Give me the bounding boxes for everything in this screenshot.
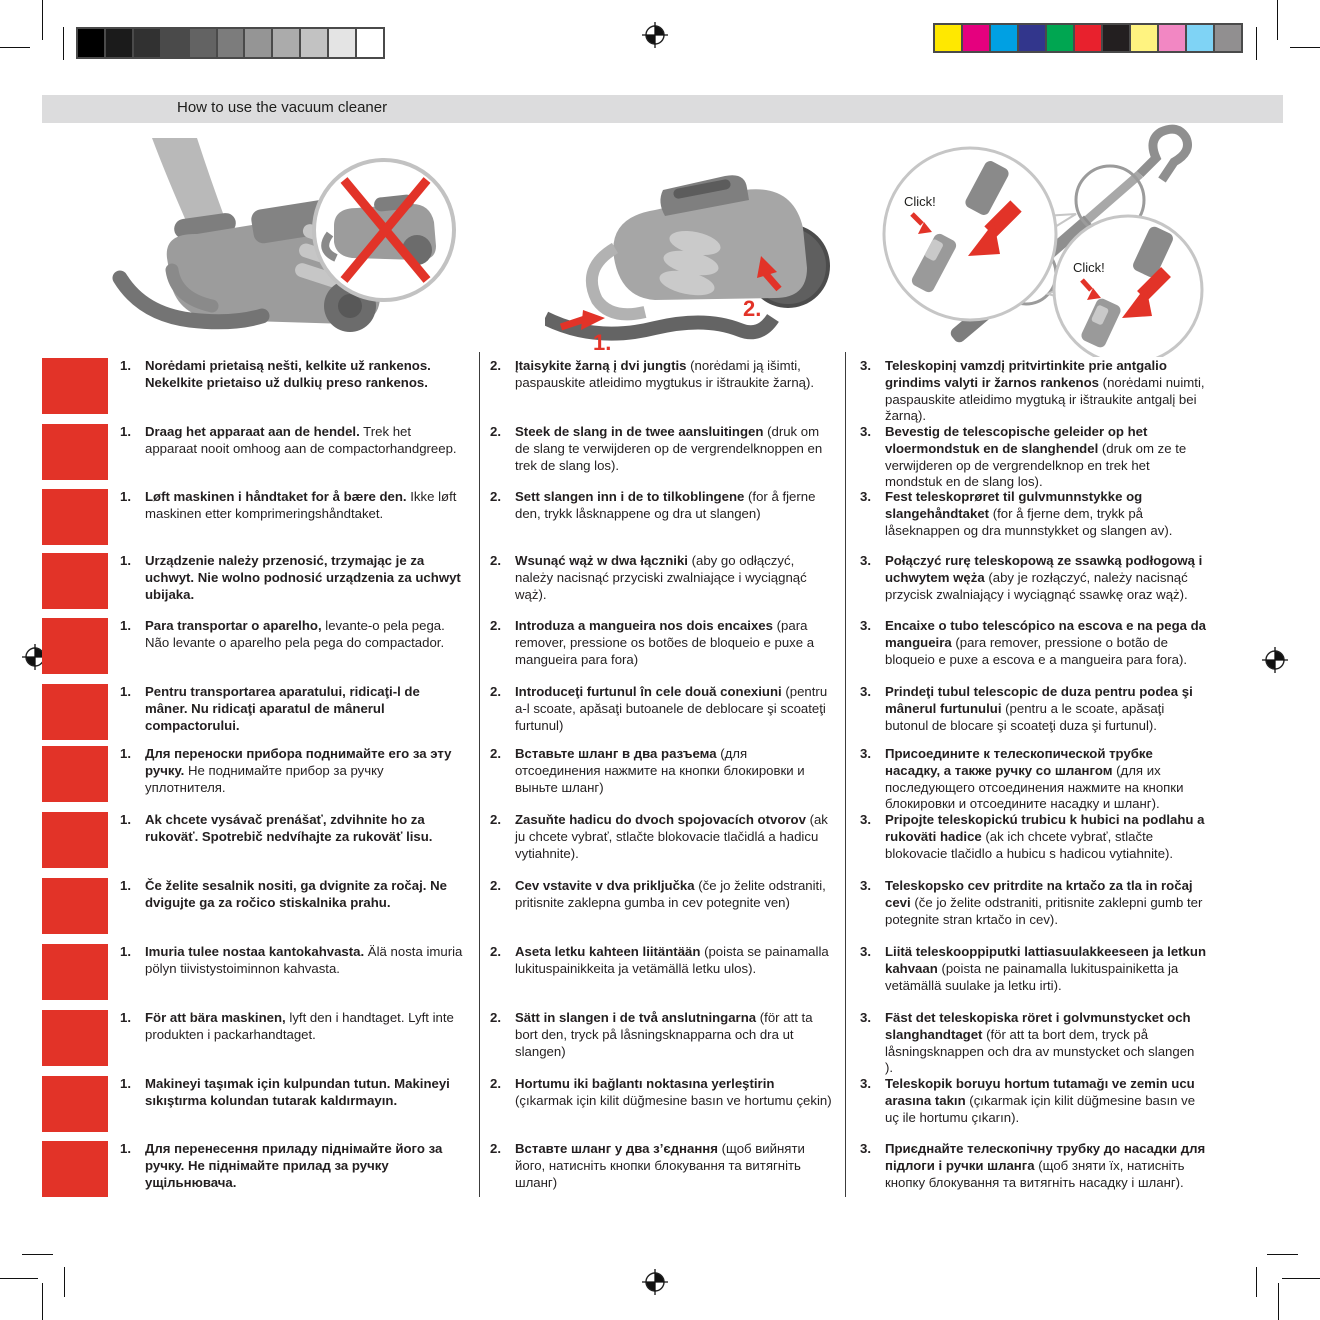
column-divider — [845, 352, 846, 1197]
item-text — [515, 618, 832, 668]
instruction-column-carry — [120, 0, 464, 1320]
language-marker — [42, 489, 108, 545]
item-number: 1. — [120, 1010, 131, 1025]
item-text-rest: (druk om de slang te verwijderen op de vergrendelknoppen en trek de slang los). — [515, 424, 823, 473]
item-text-rest: levante-o pela pega. Não levante o aparelho pela pega do compactador. — [145, 618, 445, 650]
item-text — [515, 1010, 832, 1060]
instruction-item — [860, 944, 1206, 994]
item-number: 3. — [860, 878, 871, 893]
item-text — [145, 746, 464, 796]
item-text-bold: Wsunąć wąż w dwa łączniki — [515, 553, 688, 568]
item-text-bold: Introduza a mangueira nos dois encaixes — [515, 618, 773, 633]
item-text — [885, 746, 1206, 813]
item-number: 3. — [860, 489, 871, 504]
instruction-item — [120, 489, 464, 523]
column-divider — [479, 352, 480, 1197]
item-number: 2. — [490, 1141, 501, 1156]
item-number: 3. — [860, 424, 871, 439]
figure-label-2: 2. — [743, 296, 762, 321]
item-text — [145, 553, 464, 603]
instruction-item — [490, 746, 832, 796]
instruction-item — [120, 684, 464, 734]
instruction-item — [860, 618, 1206, 668]
item-number: 3. — [860, 1076, 871, 1091]
item-text — [145, 489, 464, 523]
item-text-bold: Fest teleskoprøret til gulvmunnstykke og slangehåndtaket — [885, 489, 1143, 521]
instruction-item — [860, 489, 1206, 539]
item-text — [885, 1141, 1206, 1191]
language-marker — [42, 684, 108, 740]
instruction-item — [860, 1076, 1206, 1126]
item-text-rest: (pentru a-l scoate, apăsaţi butoanele de deblocare şi scoateţi furtunul) — [515, 684, 828, 733]
instruction-item — [860, 878, 1206, 928]
item-number: 1. — [120, 878, 131, 893]
item-text — [515, 489, 832, 523]
language-marker — [42, 618, 108, 674]
item-text — [145, 1076, 464, 1110]
item-text — [515, 553, 832, 603]
item-text-bold: Prindeţi tubul telescopic de duza pentru podea şi mânerul furtunului — [885, 684, 1193, 716]
item-text-rest: (çıkarmak için kilit düğmesine basın ve uç ile hortumu çıkarın). — [885, 1092, 1196, 1125]
instruction-item — [120, 812, 464, 846]
crop-mark — [1290, 47, 1320, 48]
item-text-bold: Fäst det teleskopiska röret i golvmunstycket och slanghandtaget — [885, 1010, 1191, 1042]
instruction-item — [490, 944, 832, 978]
item-text-bold: Teleskopik boruyu hortum tutamağı ve zemin ucu arasına takın — [885, 1076, 1195, 1108]
item-text — [145, 618, 464, 652]
instruction-item — [490, 1141, 832, 1191]
item-text — [885, 812, 1206, 862]
instruction-item — [860, 358, 1206, 425]
item-number: 2. — [490, 489, 501, 504]
item-text-bold: Imuria tulee nostaa kantokahvasta. — [145, 944, 365, 959]
item-text — [145, 1010, 464, 1044]
item-text — [885, 553, 1206, 603]
item-text-rest: Trek het apparaat nooit omhoog aan de compactorhandgreep. — [145, 424, 457, 456]
crop-mark — [1277, 0, 1278, 40]
click-label-2: Click! — [1073, 260, 1105, 275]
instruction-item — [120, 1141, 464, 1191]
item-text — [515, 746, 832, 796]
item-text — [515, 358, 832, 392]
language-marker — [42, 1141, 108, 1197]
item-text-rest: (če jo želite odstraniti, pritisnite zaklepni gumb ter potegnite stran krtačo in cev). — [885, 894, 1203, 927]
crop-mark — [1278, 1283, 1279, 1320]
item-text — [145, 878, 464, 912]
item-text-bold: Draag het apparaat aan de hendel. — [145, 424, 360, 439]
item-text — [515, 684, 832, 734]
item-text — [885, 1010, 1206, 1077]
instruction-item — [120, 1010, 464, 1044]
item-text — [885, 878, 1206, 928]
item-text — [515, 812, 832, 862]
item-text — [885, 424, 1206, 491]
item-text — [145, 944, 464, 978]
item-number: 2. — [490, 746, 501, 761]
item-text-bold: Encaixe o tubo telescópico na escova e na pega da mangueira — [885, 618, 1207, 650]
calibration-swatch — [1215, 25, 1241, 51]
item-text-bold: Urządzenie należy przenosić, trzymając je za uchwyt. Nie wolno podnosić urządzenia za uchwyt ubijaka. — [145, 553, 461, 602]
registration-mark — [1262, 647, 1288, 673]
instruction-item — [490, 878, 832, 912]
item-text-bold: Pentru transportarea aparatului, ridicaţi-l de mâner. Nu ridicaţi aparatul de mânerul compactorului. — [145, 684, 420, 733]
item-text-bold: Løft maskinen i håndtaket for å bære den. — [145, 489, 407, 504]
item-text-rest: (щоб вийняти його, натисніть кнопки блокування та витягніть шланг) — [515, 1141, 805, 1190]
instruction-column-tube — [860, 0, 1206, 1320]
calibration-swatch — [78, 29, 106, 57]
item-text-bold: Če želite sesalnik nositi, ga dvignite za ročaj. Ne dvigujte ga za ročico stiskalnika prahu. — [145, 878, 447, 910]
instruction-item — [490, 1010, 832, 1060]
item-text-bold: Вставте шланг у два з’єднання — [515, 1141, 718, 1156]
item-number: 2. — [490, 1010, 501, 1025]
instruction-item — [120, 944, 464, 978]
item-text — [145, 1141, 464, 1191]
item-text-bold: Sätt in slangen i de två anslutningarna — [515, 1010, 757, 1025]
instruction-item — [490, 812, 832, 862]
language-marker — [42, 1076, 108, 1132]
item-text — [885, 489, 1206, 539]
item-number: 3. — [860, 1010, 871, 1025]
click-label-1: Click! — [904, 194, 936, 209]
instruction-item — [860, 684, 1206, 734]
item-text — [885, 1076, 1206, 1126]
item-text-bold: Ak chcete vysávač prenášať, zdvihnite ho za rukoväť. Spotrebič nedvíhajte za rukoväť lisu. — [145, 812, 433, 844]
item-number: 3. — [860, 812, 871, 827]
crop-mark — [0, 1278, 38, 1279]
item-text-rest: (če jo želite odstraniti, pritisnite zaklepna gumba in cev potegnite ven) — [515, 878, 826, 910]
item-text-rest: (para remover, pressione os botões de bloqueio e puxe a mangueira para fora) — [515, 618, 815, 667]
item-text-bold: Introduceţi furtunul în cele două conexiuni — [515, 684, 782, 699]
language-marker — [42, 553, 108, 609]
item-text-bold: Приєднайте телескопічну трубку до насадки для підлоги і ручки шланга — [885, 1141, 1206, 1173]
item-text-bold: Para transportar o aparelho, — [145, 618, 322, 633]
item-text-rest: Älä nosta imuria pölyn tiivistystoiminnon kahvasta. — [145, 944, 463, 976]
crop-mark — [22, 1254, 53, 1255]
item-number: 3. — [860, 358, 871, 373]
instruction-item — [120, 618, 464, 652]
item-number: 1. — [120, 553, 131, 568]
item-number: 1. — [120, 1076, 131, 1091]
item-number: 1. — [120, 1141, 131, 1156]
item-number: 3. — [860, 746, 871, 761]
item-text-rest: lyft den i handtaget. Lyft inte produkten i packarhandtaget. — [145, 1010, 454, 1042]
item-number: 2. — [490, 684, 501, 699]
item-text-rest: (çıkarmak için kilit düğmesine basın ve hortumu çekin) — [515, 1092, 832, 1108]
instruction-item — [860, 1141, 1206, 1191]
item-text-rest: (ak ju chcete vybrať, stlačte blokovacie tlačidlá a hadicu vytiahnite). — [515, 812, 828, 861]
item-text-bold: För att bära maskinen, — [145, 1010, 286, 1025]
item-number: 3. — [860, 684, 871, 699]
crop-mark — [42, 1283, 43, 1320]
crop-mark — [63, 27, 64, 60]
item-text-bold: Для переноски прибора поднимайте его за эту ручку. — [145, 746, 452, 778]
item-number: 1. — [120, 944, 131, 959]
item-text-bold: Hortumu iki bağlantı noktasına yerleştirin — [515, 1076, 775, 1091]
item-text-rest: (aby je rozłączyć, należy nacisnąć przycisk zwalniający i wyciągnąć ssawkę oraz wąż). — [885, 569, 1188, 602]
item-text-bold: Bevestig de telescopische geleider op het vloermondstuk en de slanghendel — [885, 424, 1148, 456]
item-number: 1. — [120, 746, 131, 761]
item-text — [885, 358, 1206, 425]
item-number: 1. — [120, 489, 131, 504]
item-text-bold: Liitä teleskooppiputki lattiasuulakkeeseen ja letkun kahvaan — [885, 944, 1206, 976]
crop-mark — [1256, 1267, 1257, 1297]
item-text-rest: (ak ich chcete vybrať, stlačte blokovacie tlačidlo a hubicu s hadicou vytiahnite). — [885, 828, 1174, 861]
item-number: 2. — [490, 1076, 501, 1091]
language-marker — [42, 358, 108, 414]
item-text-rest: (för att ta bort dem, tryck på låsningsknappen och dra av munstycket och slangen ). — [885, 1026, 1195, 1076]
language-marker — [42, 944, 108, 1000]
language-marker — [42, 878, 108, 934]
instruction-column-hose — [490, 0, 832, 1320]
item-text — [515, 878, 832, 912]
item-text-bold: Cev vstavite v dva priključka — [515, 878, 695, 893]
item-text-rest: (druk om ze te verwijderen op de vergrendelknop en trek het mondstuk en de slang los). — [885, 440, 1187, 490]
item-number: 2. — [490, 553, 501, 568]
crop-mark — [1267, 1254, 1298, 1255]
item-text-rest: (para remover, pressione o botão de bloqueio e puxe a escova e a mangueira para fora). — [885, 634, 1188, 667]
page-title: How to use the vacuum cleaner — [177, 99, 388, 116]
item-text-rest: (aby go odłączyć, należy nacisnąć przyciski zwalniające i wyciągnąć wąż). — [515, 553, 807, 602]
item-number: 1. — [120, 618, 131, 633]
item-text-rest: (для их последующего отсоединения нажмите на кнопки блокировки и отсоедините насадку и шланг). — [885, 762, 1184, 812]
item-text — [145, 812, 464, 846]
item-text-bold: Norėdami prietaisą nešti, kelkite už rankenos. Nekelkite prietaiso už dulkių preso rankenos. — [145, 358, 431, 390]
crop-mark — [42, 0, 43, 40]
item-text-bold: Aseta letku kahteen liitäntään — [515, 944, 701, 959]
item-text-bold: Вставьте шланг в два разъема — [515, 746, 717, 761]
item-text-bold: Połączyć rurę teleskopową ze ssawką podłogową i uchwytem węża — [885, 553, 1203, 585]
item-number: 3. — [860, 618, 871, 633]
item-number: 2. — [490, 358, 501, 373]
item-text-rest: Ikke løft maskinen etter komprimeringshåndtaket. — [145, 489, 457, 521]
item-text-rest: (pentru a le scoate, apăsaţi butonul de blocare şi scoateţi duza şi furtunul). — [885, 700, 1165, 733]
language-marker — [42, 424, 108, 480]
item-number: 1. — [120, 812, 131, 827]
item-text — [515, 944, 832, 978]
item-text-rest: (for å fjerne den, trykk låsknappene og dra ut slangen) — [515, 489, 816, 521]
instruction-item — [490, 684, 832, 734]
instruction-item — [490, 424, 832, 474]
crop-mark — [1256, 27, 1257, 60]
instruction-item — [120, 424, 464, 458]
item-text-bold: Zasuňte hadicu do dvoch spojovacích otvorov — [515, 812, 806, 827]
item-text-rest: (щоб зняти їх, натисніть кнопку блокування та витягніть насадку і шланг). — [885, 1157, 1185, 1190]
item-text — [515, 1076, 832, 1110]
instruction-item — [120, 553, 464, 603]
item-text-rest: (norėdami ją išimti, paspauskite atleidimo mygtukus ir ištraukite žarną). — [515, 358, 815, 390]
item-number: 3. — [860, 553, 871, 568]
item-text-rest: (poista ne painamalla lukituspainiketta ja vetämällä suulake ja letku irti). — [885, 960, 1179, 993]
item-text — [885, 684, 1206, 734]
item-text-bold: Įtaisykite žarną į dvi jungtis — [515, 358, 687, 373]
instruction-item — [860, 553, 1206, 603]
instruction-item — [860, 812, 1206, 862]
item-text — [885, 944, 1206, 994]
item-number: 2. — [490, 944, 501, 959]
item-text — [515, 1141, 832, 1191]
item-text-rest: (for å fjerne dem, trykk på låseknappen og dra munnstykket og slangen av). — [885, 505, 1173, 538]
instruction-item — [860, 1010, 1206, 1077]
item-text-bold: Teleskopsko cev pritrdite na krtačo za tla in ročaj cevi — [885, 878, 1193, 910]
instruction-item — [120, 358, 464, 392]
instruction-item — [490, 618, 832, 668]
item-text-bold: Sett slangen inn i de to tilkoblingene — [515, 489, 745, 504]
instruction-item — [490, 489, 832, 523]
item-text-bold: Присоедините к телескопической трубке насадку, а также ручку со шлангом — [885, 746, 1153, 778]
item-text-rest: Не поднимайте прибор за ручку уплотнителя. — [145, 762, 384, 795]
figure-label-1: 1. — [593, 330, 612, 355]
crop-mark — [1282, 1278, 1320, 1279]
item-number: 1. — [120, 684, 131, 699]
instruction-item — [490, 1076, 832, 1110]
item-number: 2. — [490, 812, 501, 827]
language-marker — [42, 812, 108, 868]
item-text-bold: Steek de slang in de twee aansluitingen — [515, 424, 764, 439]
item-number: 3. — [860, 1141, 871, 1156]
item-number: 2. — [490, 424, 501, 439]
item-text — [885, 618, 1206, 668]
language-marker — [42, 1010, 108, 1066]
item-number: 1. — [120, 424, 131, 439]
item-text-rest: (poista se painamalla lukituspainikkeita ja vetämällä letku ulos). — [515, 944, 829, 976]
item-text-bold: Teleskopinį vamzdį pritvirtinkite prie antgalio grindims valyti ir žarnos rankenos — [885, 358, 1167, 390]
instruction-item — [860, 746, 1206, 813]
crop-mark — [0, 47, 30, 48]
item-number: 2. — [490, 878, 501, 893]
item-text-rest: (för att ta bort den, tryck på låsningsknapparna och dra ut slangen) — [515, 1010, 813, 1059]
crop-mark — [64, 1267, 65, 1297]
instruction-item — [120, 878, 464, 912]
item-text — [145, 424, 464, 458]
item-text-bold: Pripojte teleskopickú trubicu k hubici na podlahu a rukoväti hadice — [885, 812, 1205, 844]
item-text — [145, 684, 464, 734]
instruction-item — [490, 553, 832, 603]
item-number: 2. — [490, 618, 501, 633]
language-marker — [42, 746, 108, 802]
instruction-item — [860, 424, 1206, 491]
instruction-item — [490, 358, 832, 392]
item-text-bold: Makineyi taşımak için kulpundan tutun. Makineyi sıkıştırma kolundan tutarak kaldırmayın. — [145, 1076, 450, 1108]
item-text — [515, 424, 832, 474]
instruction-item — [120, 1076, 464, 1110]
item-number: 1. — [120, 358, 131, 373]
item-text-bold: Для перенесення приладу піднімайте його за ручку. Не піднімайте прилад за ручку ущільнювача. — [145, 1141, 443, 1190]
instruction-item — [120, 746, 464, 796]
item-number: 3. — [860, 944, 871, 959]
item-text-rest: (для отсоединения нажмите на кнопки блокировки и выньте шланг) — [515, 746, 805, 795]
item-text-rest: (norėdami nuimti, paspauskite atleidimo mygtuką ir ištraukite antgalį bei žarną). — [885, 374, 1205, 424]
item-text — [145, 358, 464, 392]
